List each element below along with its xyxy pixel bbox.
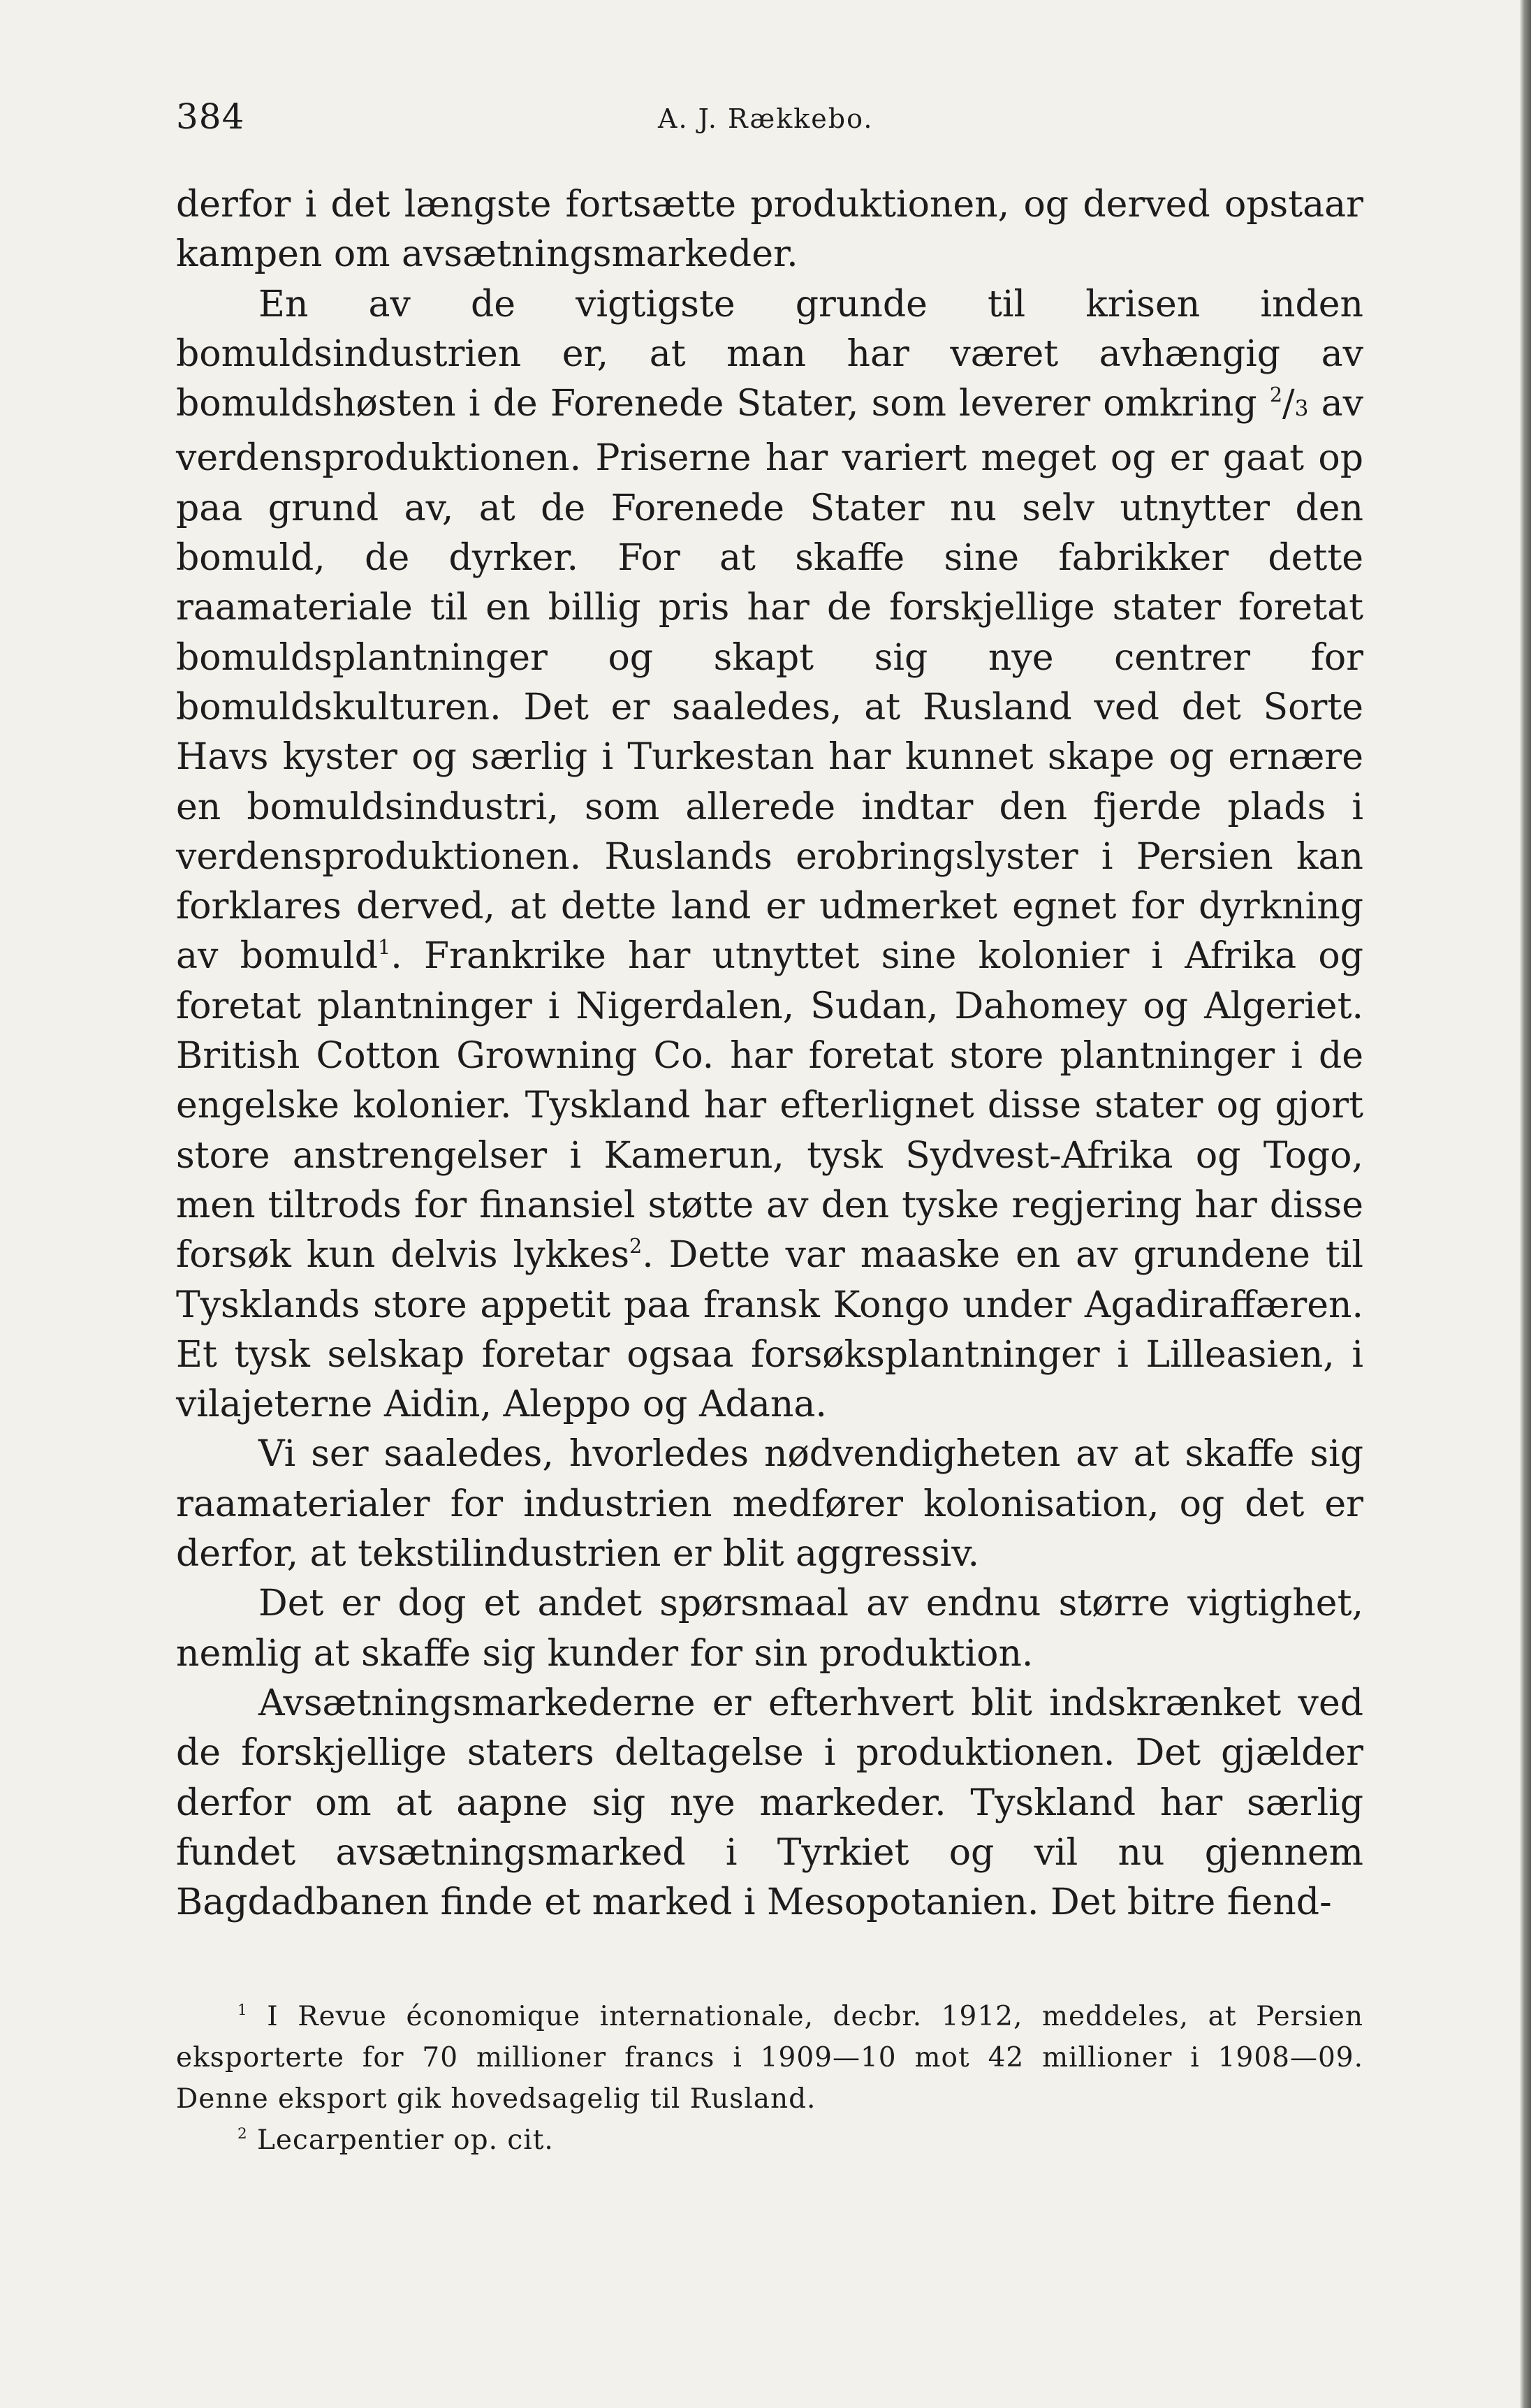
footnote-1 (176, 1996, 1363, 2120)
paragraph-1 (176, 180, 1363, 280)
page-header (176, 89, 1363, 145)
paragraph-4 (176, 1579, 1363, 1679)
paragraph-5 (176, 1679, 1363, 1928)
fraction-slash: / (1282, 383, 1295, 425)
paragraph-2-part-c: . Frankrike har utnyttet sine kolonier i Afrika og foretat plantninger i Nigerdalen, Sudan, Dahomey og Algeriet. British Cotton Growning Co. har foretat store plantninger i de engelske kolonier. Tyskland har efterlignet disse stater og gjort store anstrengelser i Kamerun, tysk Sydvest-Afrika og Togo, men tiltrods for finansiel støtte av den tyske regjering har disse forsøk kun delvis lykkes (176, 935, 1363, 1277)
paragraph-2-part-d: . Dette var maaske en av grundene til Tysklands store appetit paa fransk Kongo under Agadiraffæren. Et tysk selskap foretar ogsaa forsøksplantninger i Lilleasien, i vilajeterne Aidin, Aleppo og Adana. (176, 1234, 1363, 1426)
paragraph-1-text: derfor i det længste fortsætte produktionen, og derved opstaar kampen om avsætningsmarkeder. (176, 184, 1363, 276)
footnote-ref-2: 2 (629, 1234, 643, 1258)
paragraph-3 (176, 1430, 1363, 1579)
paragraph-2-part-a: En av de vigtigste grunde til krisen inden bomuldsindustrien er, at man har været avhængig av bomuldshøsten i de Forenede Stater, som leverer omkring (176, 283, 1363, 425)
footnote-2-text: Lecarpentier op. cit. (247, 2124, 554, 2156)
page-edge-shadow (1520, 0, 1531, 2408)
paragraph-2 (176, 280, 1363, 1430)
footnote-2 (176, 2120, 1363, 2161)
paragraph-3-text: Vi ser saaledes, hvorledes nødvendigheten av at skaffe sig raamaterialer for industrien medfører kolonisation, og det er derfor, at tekstilindustrien er blit aggressiv. (176, 1433, 1363, 1576)
fraction-numerator: 2 (1269, 383, 1283, 407)
paragraph-4-text: Det er dog et andet spørsmaal av endnu større vigtighet, nemlig at skaffe sig kunder for sin produktion. (176, 1583, 1363, 1675)
page-number: 384 (176, 96, 245, 137)
paragraph-2-part-b: av verdensproduktionen. Priserne har variert meget og er gaat op paa grund av, at de Forenede Stater nu selv utnytter den bomuld, de dyrker. For at skaffe sine fabrikker dette raamateriale til en billig pris har de forskjellige stater foretat bomuldsplantninger og skapt sig nye centrer for bomuldskulturen. Det er saaledes, at Rusland ved det Sorte Havs kyster og særlig i Turkestan har kunnet skape og ernære en bomuldsindustri, som allerede indtar den fjerde plads i verdensproduktionen. Ruslands erobringslyster i Persien kan forklares derved, at dette land er udmerket egnet for dyrkning av bomuld (176, 383, 1363, 978)
footnote-ref-1: 1 (377, 935, 391, 960)
footnote-1-marker: 1 (237, 2002, 248, 2019)
footnotes (176, 1996, 1363, 2161)
running-head: A. J. Rækkebo. (658, 103, 874, 134)
fraction-denominator: 3 (1294, 396, 1309, 422)
footnote-1-text: I Revue économique internationale, decbr. 1912, meddeles, at Persien eksporterte for 70 millioner francs i 1909—10 mot 42 millioner i 1908—09. Denne eksport gik hovedsagelig til Rusland. (176, 2001, 1363, 2115)
footnote-2-marker: 2 (237, 2125, 248, 2143)
main-text (176, 180, 1363, 1928)
paragraph-5-text: Avsætningsmarkederne er efterhvert blit indskrænket ved de forskjellige staters deltagelse i produktionen. Det gjælder derfor om at aapne sig nye markeder. Tyskland har særlig fundet avsætningsmarked i Tyrkiet og vil nu gjennem Bagdadbanen finde et marked i Mesopotanien. Det bitre fiend- (176, 1682, 1363, 1924)
